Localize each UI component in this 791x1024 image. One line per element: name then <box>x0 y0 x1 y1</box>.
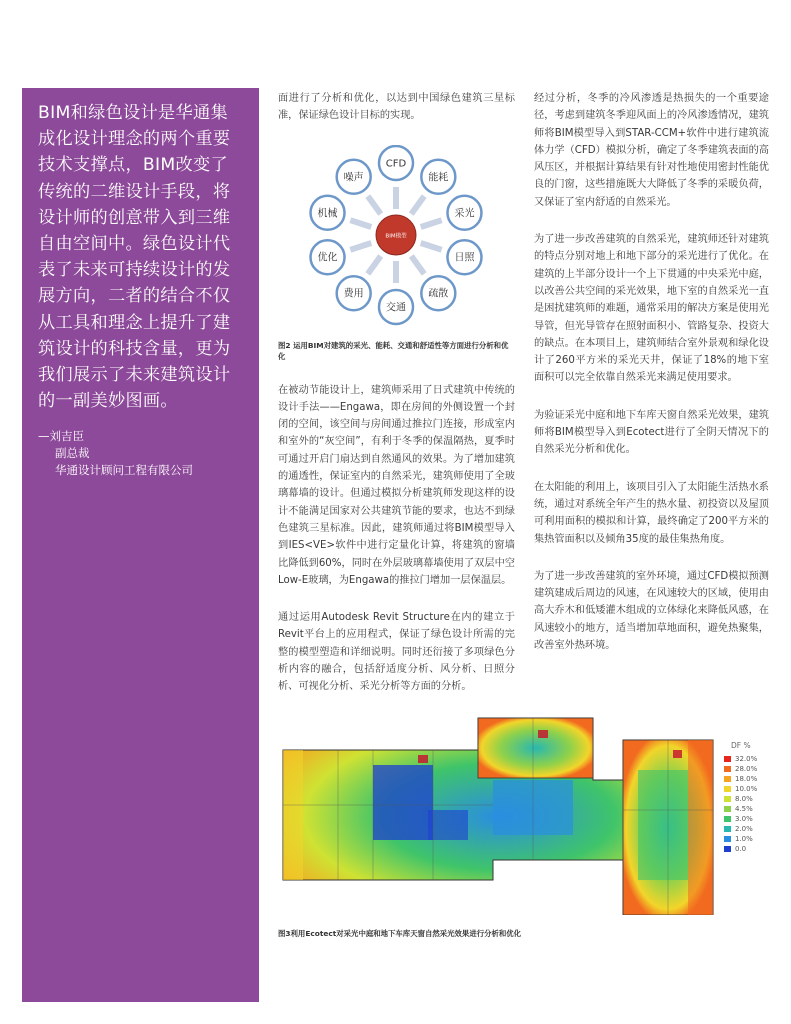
legend-item <box>724 824 753 833</box>
quote-sidebar <box>22 88 259 1002</box>
diagram-arrow <box>368 196 381 214</box>
middle-column <box>278 90 515 716</box>
legend-swatch <box>724 816 731 822</box>
legend-label: 18.0% <box>735 774 758 783</box>
legend-item <box>724 814 753 823</box>
bim-analysis-diagram <box>278 145 515 330</box>
quote-author-title: 副总裁 <box>55 446 90 461</box>
diagram-node-label: 噪声 <box>343 171 364 183</box>
diagram-arrow <box>368 256 381 274</box>
legend-swatch <box>724 836 731 842</box>
quote-author-company: 华通设计顾问工程有限公司 <box>55 463 193 478</box>
legend-item <box>724 844 746 853</box>
legend-swatch <box>724 786 731 792</box>
legend-item <box>724 804 753 813</box>
legend-label: 1.0% <box>735 834 753 843</box>
paragraph: 在被动节能设计上，建筑师采用了日式建筑中传统的设计手法——Engawa，即在房间的外侧设置一个封闭的空间，该空间与房间通过推拉门连接，形成室内和室外的“灰空间”，有利于冬季的保温隔热，夏季时可通过开启门扇达到自然通风的效果。为了增加建筑的通透性，保证室内的自然采光，建筑师使用了全玻璃幕墙的设计。但通过模拟分析建筑师发现这样的设计不能满足国家对公共建筑节能的要求，也达不到绿色建筑三星标准。因此，建筑师通过将BIM模型导入到IES<VE>软件中进行定量化计算，将建筑的窗墙比降低到60%，同时在外层玻璃幕墙使用了双层中空Low-E玻璃，为Engawa的推拉门增加一层保温层。 <box>278 384 515 586</box>
daylight-factor-plan <box>278 710 768 920</box>
diagram-node-label: 采光 <box>454 207 475 219</box>
legend-label: 32.0% <box>735 754 758 763</box>
diagram-arrow <box>411 196 424 214</box>
legend-label: 0.0 <box>735 844 747 853</box>
legend-item <box>724 794 753 803</box>
legend-swatch <box>724 756 731 762</box>
legend-item <box>724 764 757 773</box>
daylight-floor-plan-graphic <box>278 710 718 915</box>
diagram-node-label: CFD <box>385 158 407 170</box>
quote-author: —刘吉臣 <box>38 429 84 444</box>
diagram-node-label: 能耗 <box>428 171 449 183</box>
paragraph: 为了进一步改善建筑的室外环境，通过CFD模拟预测建筑建成后周边的风速，在风速较大的区域，使用由高大乔木和低矮灌木组成的立体绿化来降低风感，在风速较小的地方，适当增加草地面积，避免热聚集，改善室外热环境。 <box>534 570 769 652</box>
legend-item <box>724 754 757 763</box>
legend-label: 28.0% <box>735 764 758 773</box>
diagram-arrow <box>411 256 424 274</box>
paragraph: 经过分析，冬季的冷风渗透是热损失的一个重要途径，考虑到建筑冬季迎风面上的冷风渗透情况，建筑师将BIM模型导入到STAR-CCM+软件中进行建筑流体力学（CFD）模拟分析，确定了冬季建筑表面的高风压区，并根据计算结果有针对性地使用密封性能优良的门窗，这些措施既大大降低了冬季的采暖负荷，又保证了室内舒适的自然采光。 <box>534 93 769 208</box>
legend-swatch <box>724 766 731 772</box>
legend-swatch <box>724 796 731 802</box>
diagram-node-label: 机械 <box>317 207 338 219</box>
diagram-node-label: 疏散 <box>428 288 449 300</box>
diagram-node-label: 交通 <box>386 302 406 314</box>
pull-quote: BIM和绿色设计是华通集成化设计理念的两个重要技术支撑点，BIM改变了传统的二维设计手段，将设计师的创意带入到三维自由空间中。绿色设计代表了未来可持续设计的发展方向，二者的结合不仅从工具和理念上提升了建筑设计的科技含量，更为我们展示了未来建筑设计的一副美妙图画。 <box>38 103 231 412</box>
paragraph: 为验证采光中庭和地下车库天窗自然采光效果，建筑师将BIM模型导入到Ecotect进行了全阴天情况下的自然采光分析和优化。 <box>534 409 769 456</box>
diagram-node-label: 优化 <box>317 252 338 264</box>
legend-swatch <box>724 806 731 812</box>
diagram-arrow <box>421 243 442 250</box>
legend-swatch <box>724 826 731 832</box>
paragraph: 在太阳能的利用上，该项目引入了太阳能生活热水系统，通过对系统全年产生的热水量、初投资以及屋顶可利用面积的模拟和计算，最终确定了200平方米的集热管面积以及倾角35度的最佳集热角度。 <box>534 481 769 545</box>
diagram-center-label: BIM模型 <box>385 233 407 240</box>
legend-label: 2.0% <box>735 824 753 833</box>
diagram-arrow <box>350 220 371 227</box>
diagram-node-label: 日照 <box>454 252 475 264</box>
diagram-node-label: 费用 <box>343 288 364 300</box>
legend-label: 4.5% <box>735 804 753 813</box>
legend-swatch <box>724 776 731 782</box>
bim-diagram-graphic <box>278 145 515 330</box>
right-column <box>534 90 769 674</box>
figure-3-caption: 图3利用Ecotect对采光中庭和地下车库天窗自然采光效果进行分析和优化 <box>278 929 522 938</box>
legend-item <box>724 784 757 793</box>
legend-swatch <box>724 846 731 852</box>
diagram-arrow <box>421 220 442 227</box>
paragraph: 面进行了分析和优化，以达到中国绿色建筑三星标准，保证绿色设计目标的实现。 <box>278 93 515 122</box>
diagram-arrow <box>350 243 371 250</box>
legend-label: 3.0% <box>735 814 753 823</box>
legend-item <box>724 834 753 843</box>
quote-attribution <box>38 428 245 479</box>
paragraph: 为了进一步改善建筑的自然采光，建筑师还针对建筑的特点分别对地上和地下部分的采光进行了优化。在建筑的上半部分设计一个上下贯通的中央采光中庭，以改善公共空间的采光效果，地下室的自然采光一直是困扰建筑师的难题，通常采用的解决方案是使用光导管，但光导管存在照射面积小、管路复杂、投资大的缺点。在本项目上，建筑师结合室外景观和绿化设计了260平方米的采光天井，保证了18%的地下室面积可以完全依靠自然采光来满足使用要求。 <box>534 234 769 384</box>
legend-item <box>724 774 757 783</box>
paragraph: 通过运用Autodesk Revit Structure在内的建立于Revit平台上的应用程式，保证了绿色设计所需的完整的模型塑造和详细说明。同时还衍接了多项绿色分析内容的融合，包括舒适度分析、风分析、日照分析、可视化分析、采光分析等方面的分析。 <box>278 612 515 693</box>
legend-label: 8.0% <box>735 794 753 803</box>
legend-label: 10.0% <box>735 784 758 793</box>
figure-2-caption: 图2 运用BIM对建筑的采光、能耗、交通和舒适性等方面进行分析和优化 <box>278 340 509 361</box>
legend-title: DF % <box>731 741 751 750</box>
